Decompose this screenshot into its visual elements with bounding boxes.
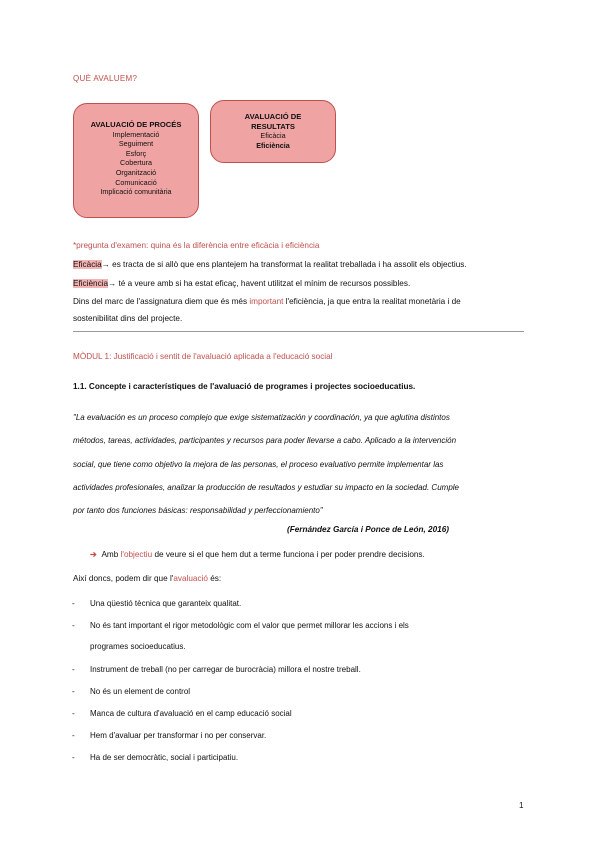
resultats-item: Eficiència: [256, 140, 290, 150]
proces-item: Cobertura: [120, 158, 152, 168]
avaluacio-highlight: avaluació: [173, 574, 208, 583]
objectiu-text: de veure si el que hem dut a terme funciona i per poder prendre decisions.: [152, 550, 425, 559]
quote-line: "La evaluación es un proceso complejo que exige sistematización y coordinación, ya que aglutina distintos: [73, 413, 450, 422]
resultats-title: AVALUACIÓ DE: [244, 112, 302, 121]
section-heading: 1.1. Concepte i característiques de l'avaluació de programes i projectes socioeducatius.: [73, 382, 416, 391]
page-number: 1: [519, 801, 524, 810]
eficiencia-text: → té a veure amb si ha estat eficaç, havent utilitzat el mínim de recursos possibles.: [108, 279, 411, 288]
proces-item: Comunicació: [115, 177, 157, 187]
separator: [73, 331, 524, 332]
arrow-icon: ➔: [90, 550, 97, 559]
quote-line: actividades profesionales, analizar la producción de resultados y estudiar su impacto en la sociedad. Cumple: [73, 482, 459, 492]
list-item-text: Una qüestió tècnica que garanteix qualitat.: [90, 599, 242, 608]
proces-item: Organització: [115, 167, 157, 177]
section-header: QUÈ AVALUEM?: [73, 74, 138, 83]
exam-note: *pregunta d'examen: quina és la diferència entre eficàcia i eficiència: [73, 241, 320, 250]
list-item-text: Instrument de treball (no per carregar de burocràcia) millora el nostre treball.: [90, 665, 361, 674]
quote-line: social, que tiene como objetivo la mejora de las personas, el proceso evaluativo permite implementar las: [73, 459, 444, 469]
list-item: - Hem d'avaluar per transformar i no per conservar.: [72, 731, 267, 740]
resultats-box: [210, 100, 336, 163]
list-item-text: No és tant important el rigor metodològic com el valor que permet millorar les accions i els: [90, 621, 409, 630]
eficacia-text: → es tracta de si allò que ens plantejem ha transformat la realitat treballada i ha assolit els objectius.: [101, 260, 467, 269]
citation: (Fernández García i Ponce de León, 2016): [287, 525, 449, 534]
resultats-item: Eficàcia: [260, 131, 286, 141]
quote-line: métodos, tareas, actividades, participantes y recursos para poder llevarse a cabo. Aplicado a la intervención: [73, 436, 457, 446]
list-item-text: No és un element de control: [90, 687, 191, 696]
quote-line: por tanto dos funciones básicas: responsabilidad y perfeccionamiento": [73, 506, 323, 516]
quote-block: [73, 406, 525, 522]
resultats-title: RESULTATS: [251, 121, 295, 131]
list-item: - Manca de cultura d'avaluació en el camp educació social: [72, 709, 292, 718]
important-highlight: important: [249, 297, 284, 306]
list-item-text: Manca de cultura d'avaluació en el camp educació social: [90, 709, 292, 718]
aixi-text: és:: [207, 574, 222, 583]
proces-item: Implicació comunitària: [100, 187, 172, 197]
list-item: - Una qüestió tècnica que garanteix qualitat.: [72, 599, 242, 608]
aixi-line: [73, 573, 221, 585]
dins-paragraph: [73, 296, 461, 308]
proces-item: Esforç: [125, 148, 147, 158]
module-heading: MÒDUL 1: Justificació i sentit de l'avaluació aplicada a l'educació social: [73, 352, 333, 361]
list-item-text: Hem d'avaluar per transformar i no per conservar.: [90, 731, 267, 740]
eficacia-definition: [73, 259, 467, 271]
eficacia-term: Eficàcia: [73, 260, 102, 269]
list-item: - Instrument de treball (no per carregar de burocràcia) millora el nostre treball.: [72, 665, 361, 674]
proces-box: [73, 103, 199, 218]
list-item-continued: programes socioeducatius.: [90, 642, 186, 651]
proces-item: Seguiment: [118, 139, 154, 149]
proces-title: AVALUACIÓ DE PROCÉS: [90, 120, 182, 129]
eficiencia-term: Eficiència: [73, 279, 109, 288]
list-item: - No és tant important el rigor metodològic com el valor que permet millorar les accions i els: [72, 621, 409, 630]
list-item: - Ha de ser democràtic, social i participatiu.: [72, 753, 239, 762]
eficiencia-definition: [73, 278, 410, 290]
objectiu-text: Amb: [101, 550, 121, 559]
aixi-text: Així doncs, podem dir que l': [73, 574, 174, 583]
objectiu-line: [90, 549, 425, 561]
dins-paragraph-line2: sostenibilitat dins del projecte.: [73, 314, 183, 323]
proces-item: Implementació: [112, 129, 160, 139]
dins-text: Dins del marc de l'assignatura diem que és més: [73, 297, 250, 306]
list-item: - No és un element de control: [72, 687, 191, 696]
list-item-text: Ha de ser democràtic, social i participatiu.: [90, 753, 239, 762]
dins-text: l'eficiència, ja que entra la realitat monetària i de: [283, 297, 461, 306]
objectiu-highlight: l'objectiu: [120, 550, 153, 559]
